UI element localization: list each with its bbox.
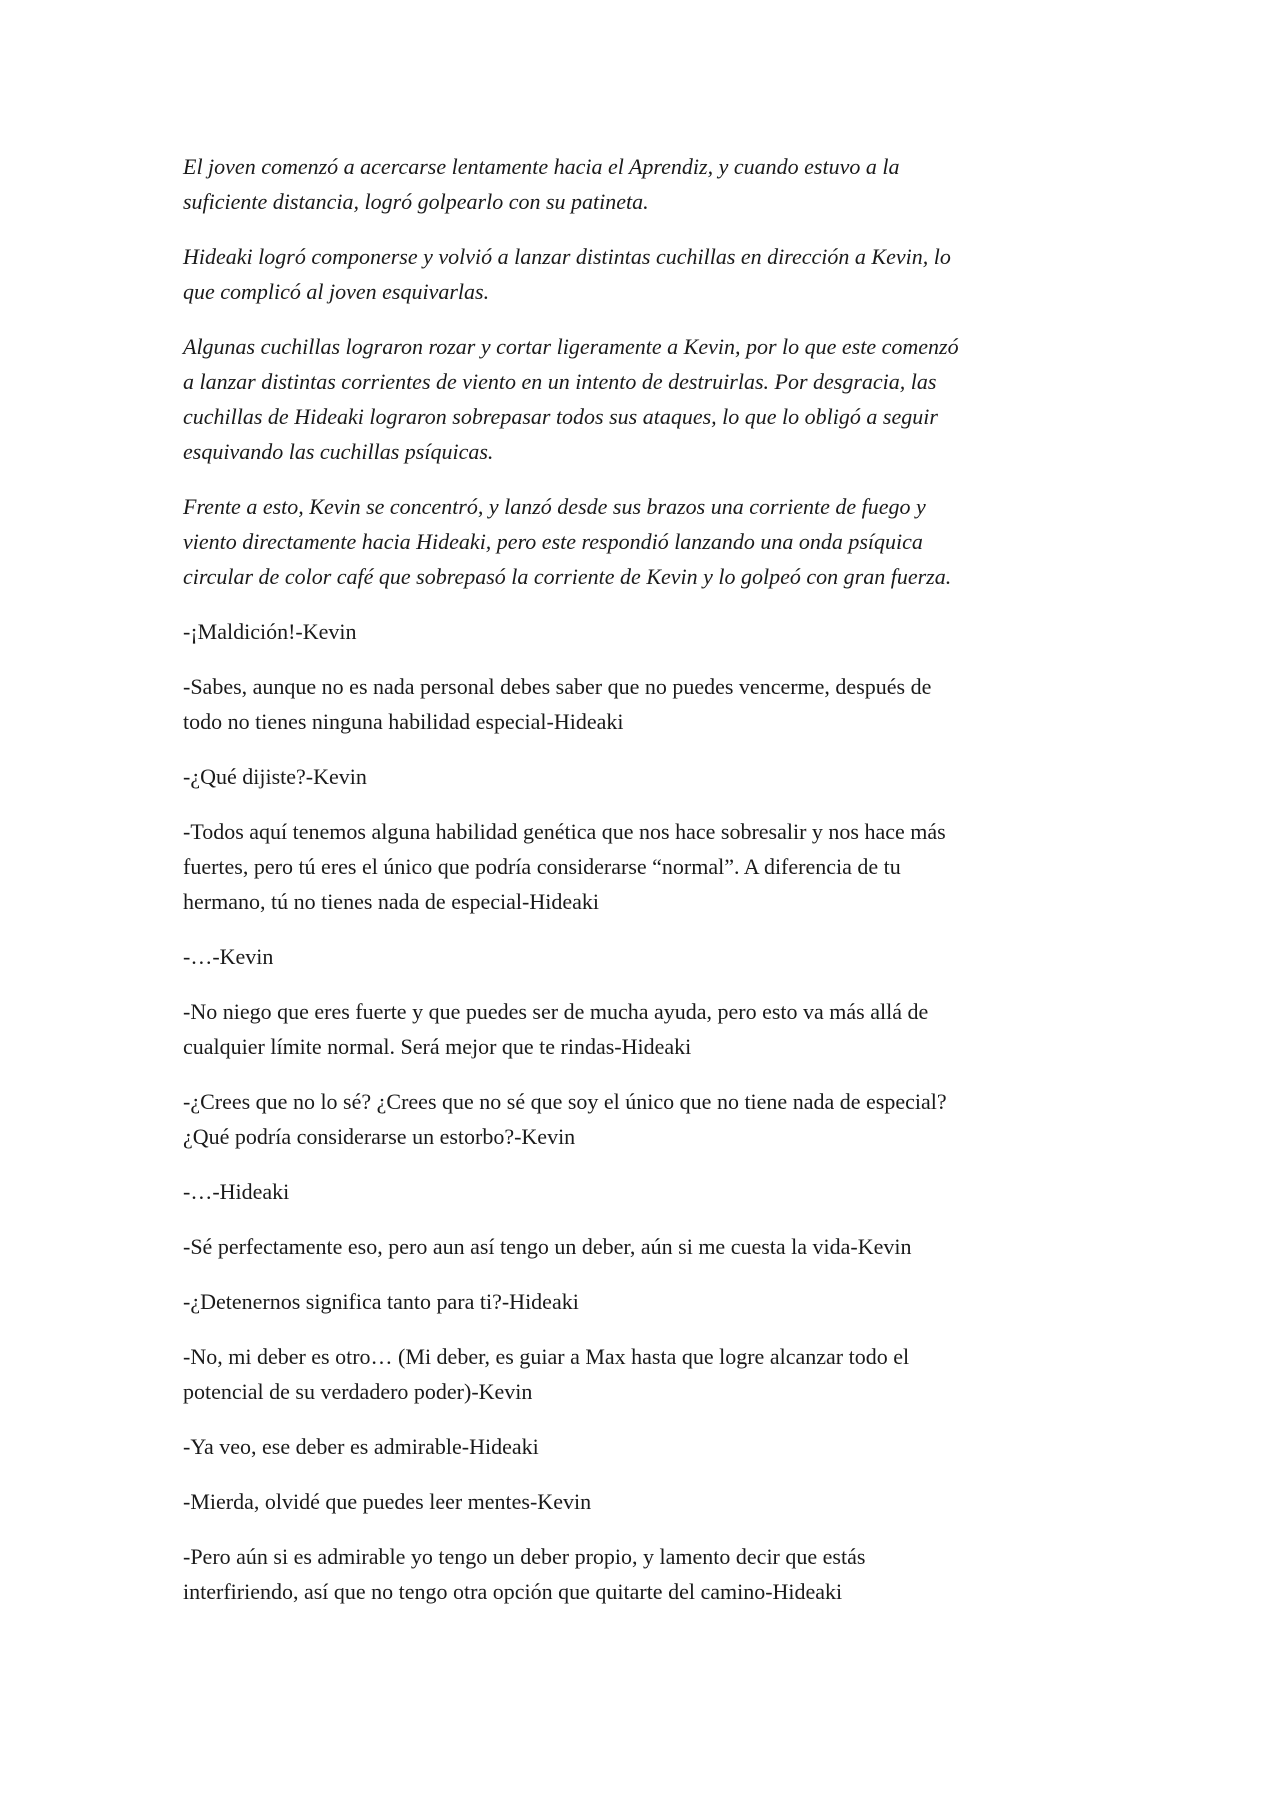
text-line: -¿Qué dijiste?-Kevin	[183, 764, 367, 789]
text-line: a lanzar distintas corrientes de viento en un intento de destruirlas. Por desgracia, las	[183, 369, 937, 394]
narration-paragraph	[183, 149, 1103, 219]
narration-paragraph	[183, 329, 1103, 469]
dialogue-paragraph	[183, 759, 1103, 794]
dialogue-paragraph	[183, 614, 1103, 649]
dialogue-paragraph	[183, 994, 1103, 1064]
text-line: esquivando las cuchillas psíquicas.	[183, 439, 494, 464]
text-line: -…-Kevin	[183, 944, 274, 969]
text-line: Algunas cuchillas lograron rozar y cortar ligeramente a Kevin, por lo que este comenzó	[183, 334, 959, 359]
text-line: -¿Crees que no lo sé? ¿Crees que no sé que soy el único que no tiene nada de especial?	[183, 1089, 947, 1114]
text-line: -Todos aquí tenemos alguna habilidad genética que nos hace sobresalir y nos hace más	[183, 819, 946, 844]
dialogue-paragraph	[183, 1084, 1103, 1154]
text-line: -Ya veo, ese deber es admirable-Hideaki	[183, 1434, 539, 1459]
text-line: -¡Maldición!-Kevin	[183, 619, 357, 644]
text-line: -No, mi deber es otro… (Mi deber, es guiar a Max hasta que logre alcanzar todo el	[183, 1344, 910, 1369]
text-line: hermano, tú no tienes nada de especial-Hideaki	[183, 889, 600, 914]
document-page	[183, 149, 1103, 1629]
dialogue-paragraph	[183, 1229, 1103, 1264]
dialogue-paragraph	[183, 1429, 1103, 1464]
dialogue-paragraph	[183, 1284, 1103, 1319]
narration-paragraph	[183, 489, 1103, 594]
text-line: -¿Detenernos significa tanto para ti?-Hideaki	[183, 1289, 579, 1314]
text-line: cuchillas de Hideaki lograron sobrepasar todos sus ataques, lo que lo obligó a seguir	[183, 404, 938, 429]
dialogue-paragraph	[183, 1484, 1103, 1519]
text-line: que complicó al joven esquivarlas.	[183, 279, 490, 304]
dialogue-paragraph	[183, 1174, 1103, 1209]
dialogue-paragraph	[183, 939, 1103, 974]
text-line: -Pero aún si es admirable yo tengo un deber propio, y lamento decir que estás	[183, 1544, 866, 1569]
text-line: El joven comenzó a acercarse lentamente hacia el Aprendiz, y cuando estuvo a la	[183, 154, 900, 179]
text-line: fuertes, pero tú eres el único que podría considerarse “normal”. A diferencia de tu	[183, 854, 901, 879]
dialogue-paragraph	[183, 669, 1103, 739]
text-line: viento directamente hacia Hideaki, pero este respondió lanzando una onda psíquica	[183, 529, 923, 554]
dialogue-paragraph	[183, 1339, 1103, 1409]
dialogue-paragraph	[183, 814, 1103, 919]
narration-paragraph	[183, 239, 1103, 309]
text-line: todo no tienes ninguna habilidad especial-Hideaki	[183, 709, 624, 734]
text-line: circular de color café que sobrepasó la corriente de Kevin y lo golpeó con gran fuerza.	[183, 564, 952, 589]
text-line: Hideaki logró componerse y volvió a lanzar distintas cuchillas en dirección a Kevin, lo	[183, 244, 951, 269]
dialogue-paragraph	[183, 1539, 1103, 1609]
text-line: interfiriendo, así que no tengo otra opción que quitarte del camino-Hideaki	[183, 1579, 843, 1604]
text-line: Frente a esto, Kevin se concentró, y lanzó desde sus brazos una corriente de fuego y	[183, 494, 926, 519]
text-line: suficiente distancia, logró golpearlo con su patineta.	[183, 189, 649, 214]
text-line: -Mierda, olvidé que puedes leer mentes-Kevin	[183, 1489, 592, 1514]
text-line: -…-Hideaki	[183, 1179, 290, 1204]
text-line: cualquier límite normal. Será mejor que te rindas-Hideaki	[183, 1034, 692, 1059]
text-line: -Sé perfectamente eso, pero aun así tengo un deber, aún si me cuesta la vida-Kevin	[183, 1234, 912, 1259]
text-line: potencial de su verdadero poder)-Kevin	[183, 1379, 533, 1404]
text-line: -No niego que eres fuerte y que puedes ser de mucha ayuda, pero esto va más allá de	[183, 999, 929, 1024]
text-line: ¿Qué podría considerarse un estorbo?-Kevin	[183, 1124, 576, 1149]
text-line: -Sabes, aunque no es nada personal debes saber que no puedes vencerme, después de	[183, 674, 932, 699]
